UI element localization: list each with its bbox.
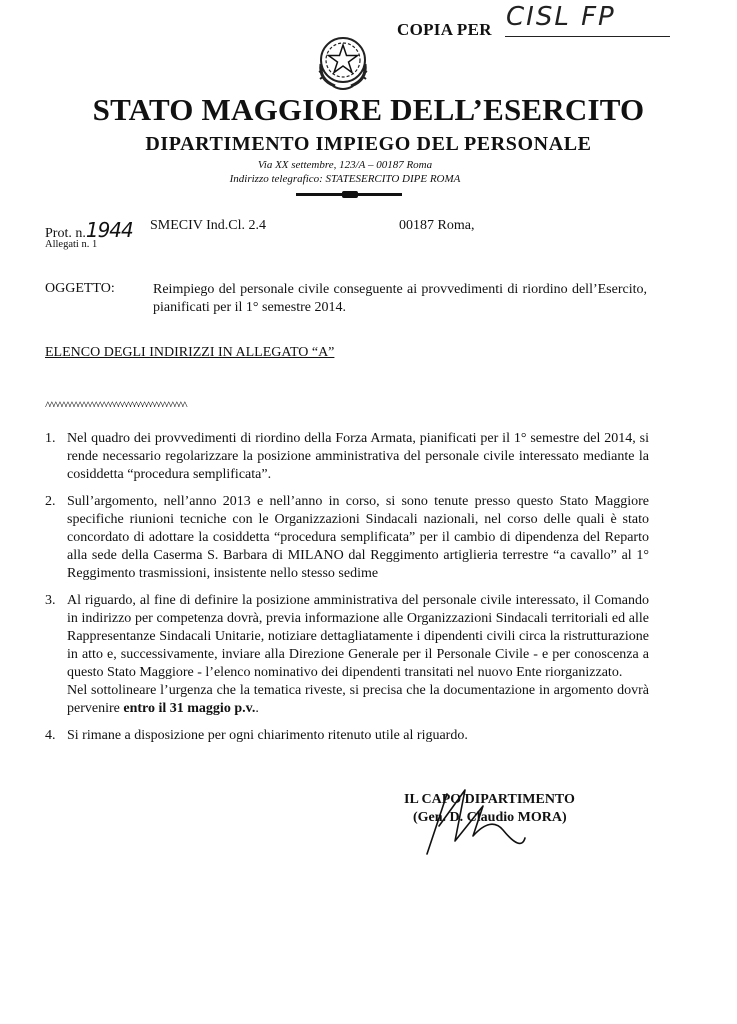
place-date: 00187 Roma,	[399, 218, 475, 233]
paragraph-item	[45, 430, 649, 484]
paragraph-text: Si rimane a disposizione per ogni chiarimento ritenuto utile al riguardo.	[67, 728, 468, 743]
subject-text: Reimpiego del personale civile conseguente ai provvedimenti di riordino dell’Esercito, pianificati per il 1° semestre 2014.	[153, 282, 647, 315]
recipients-heading: ELENCO DEGLI INDIRIZZI IN ALLEGATO “A”	[45, 345, 335, 360]
classification-code: SMECIV Ind.Cl. 2.4	[150, 218, 267, 233]
paragraph-text: Sull’argomento, nell’anno 2013 e nell’anno in corso, si sono tenute presso questo Stato Maggiore specifiche riunioni tecniche con le Organizzazioni Sindacali nazionali, nel corso delle quali è stato concordato di adottare la cosiddetta “procedura semplificata” per il cambio di dipendenza del Reparto alla sede della Caserma S. Barbara di MILANO dal Reggimento artiglieria terrestre “a cavallo” al 1° Reggimento trasmissioni, insistente nello stesso sedime	[67, 494, 649, 581]
header-divider-center	[342, 191, 358, 198]
telegraphic-address-line: Indirizzo telegrafico: STATESERCITO DIPE ROMA	[229, 173, 461, 185]
signatory-title: IL CAPO DIPARTIMENTO	[404, 792, 575, 807]
paragraph-number: 3.	[45, 593, 56, 608]
urgency-end: .	[255, 701, 259, 716]
protocol-prefix: Prot. n.	[45, 226, 86, 241]
address-line: Via XX settembre, 123/A – 00187 Roma	[257, 159, 433, 171]
paragraph-item	[45, 592, 649, 718]
deadline-text: entro il 31 maggio p.v.	[123, 701, 256, 716]
copy-for-label: COPIA PER	[397, 20, 492, 39]
caret-separator: ^^^^^^^^^^^^^^^^^^^^^^^^^^^^^^^^^^^	[45, 398, 187, 412]
numbered-paragraphs	[45, 430, 649, 754]
handwritten-signature	[425, 786, 545, 856]
paragraph-text: Nel quadro dei provvedimenti di riordino della Forza Armata, pianificati per il 1° semestre del 2014, si rende necessario regolarizzare la posizione amministrativa del personale civile interessato mediante la cosiddetta “procedura semplificata”.	[67, 431, 649, 482]
copy-recipient-underline	[505, 36, 670, 37]
copy-recipient-handwritten: CISL FP	[506, 2, 616, 32]
italian-republic-emblem-icon	[313, 30, 373, 94]
protocol-number-handwritten: 1944	[85, 218, 133, 242]
subject-label: OGGETTO:	[45, 281, 115, 296]
paragraph-number: 1.	[45, 431, 56, 446]
page-title: STATO MAGGIORE DELL’ESERCITO	[92, 92, 645, 127]
urgency-text: Nel sottolineare l’urgenza che la tematica riveste, si precisa che la documentazione in argomento dovrà pervenire	[67, 683, 649, 716]
paragraph-text-urgency	[67, 682, 649, 718]
department-subtitle: DIPARTIMENTO IMPIEGO DEL PERSONALE	[145, 133, 592, 155]
signatory-name: (Gen. D. Claudio MORA)	[413, 810, 567, 825]
paragraph-text: Al riguardo, al fine di definire la posizione amministrativa del personale civile interessato, il Comando in indirizzo per competenza dovrà, previa informazione alle Organizzazioni Sindacali territoriali ed alle Rappresentanze Sindacali Unitarie, notiziare dettagliatamente i dipendenti civili circa la ristrutturazione in atto e, successivamente, inviare alla Direzione Generale per il Personale Civile - e per conoscenza a questo Stato Maggiore - l’elenco nominativo dei dipendenti transitati nel nuovo Ente riorganizzato.	[67, 593, 649, 680]
paragraph-number: 2.	[45, 494, 56, 509]
paragraph-number: 4.	[45, 728, 56, 743]
paragraph-item	[45, 727, 649, 745]
paragraph-item	[45, 493, 649, 583]
attachments-count: Allegati n. 1	[45, 239, 98, 250]
